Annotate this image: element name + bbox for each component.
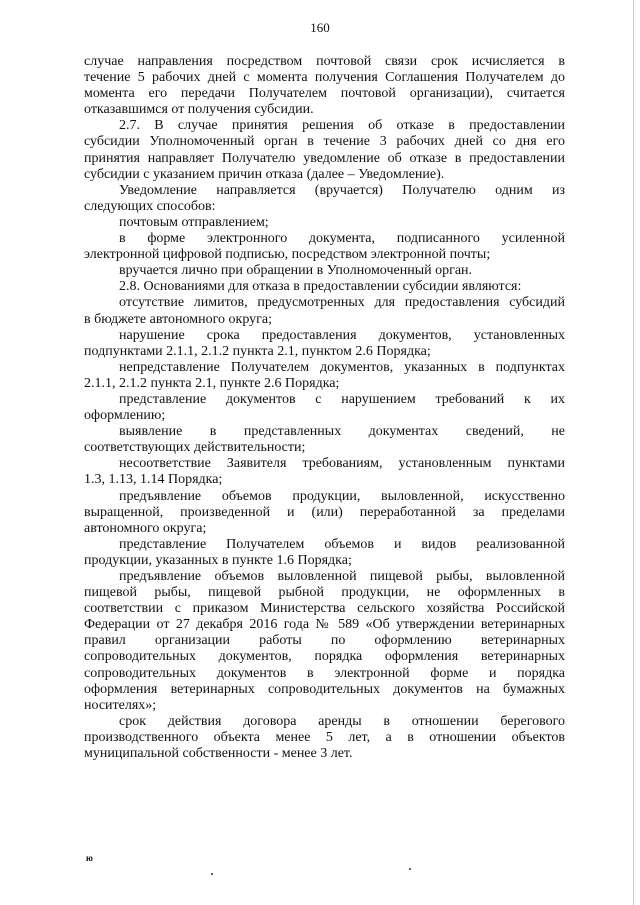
scan-mark: ю [86, 853, 93, 863]
page-number: 160 [310, 20, 330, 35]
text-line: случае направления посредством почтовой связи срок исчисляется в [84, 54, 565, 69]
text-line: следующих способов: [84, 198, 216, 214]
text-line: нарушение срока предоставления документов, установленных [119, 327, 565, 343]
text-line: оформления ветеринарных сопроводительных документов на бумажных [84, 681, 565, 697]
text-line: 1.3, 1.13, 1.14 Порядка; [84, 472, 223, 488]
text-line: принятия направляет Получателю уведомление об отказе в предоставлении [84, 150, 565, 166]
text-line: субсидии Уполномоченный орган в течение 3 рабочих дней со дня его [84, 134, 565, 150]
text-line: оформлению; [84, 408, 166, 424]
text-line: сопроводительных документов, порядка оформления ветеринарных [84, 649, 565, 665]
text-line: несоответствие Заявителя требованиям, установленным пунктами [119, 456, 565, 472]
text-line: 2.7. В случае принятия решения об отказе в предоставлении [119, 118, 565, 134]
text-line: пищевой рыбы, пищевой рыбной продукции, не оформленных в [84, 585, 565, 601]
text-line: соответствии с приказом Министерства сельского хозяйства Российской [84, 601, 565, 617]
text-line: предъявление объемов продукции, выловленной, искусственно [119, 488, 565, 504]
text-line: подпунктами 2.1.1, 2.1.2 пункта 2.1, пунктом 2.6 Порядка; [84, 343, 431, 359]
text-line: носителях»; [84, 697, 157, 713]
text-line: автономного округа; [84, 520, 207, 536]
text-line: выращенной, произведенной и (или) переработанной за пределами [84, 504, 565, 520]
text-line: представление документов с нарушением требований к их [119, 391, 565, 407]
text-line: отказавшимся от получения субсидии. [84, 102, 314, 118]
text-line: в форме электронного документа, подписанного усиленной [119, 231, 565, 247]
text-line: срок действия договора аренды в отношении берегового [119, 713, 565, 729]
text-line: предъявление объемов выловленной пищевой рыбы, выловленной [119, 569, 565, 584]
text-line: сопроводительных документов в электронной форме и порядка [84, 665, 565, 681]
text-line: Федерации от 27 декабря 2016 года № 589 «Об утверждении ветеринарных [84, 617, 565, 633]
text-line: в бюджете автономного округа; [84, 311, 272, 327]
text-line: 2.8. Основаниями для отказа в предоставлении субсидии являются: [119, 279, 522, 295]
text-line: Уведомление направляется (вручается) Получателю одним из [119, 182, 565, 198]
text-line: продукции, указанных в пункте 1.6 Порядка; [84, 552, 352, 568]
text-line: отсутствие лимитов, предусмотренных для предоставления субсидий [119, 295, 565, 311]
text-line: соответствующих действительности; [84, 440, 306, 456]
scan-speck [211, 873, 213, 875]
text-line: производственного объекта менее 5 лет, а в отношении объектов [84, 729, 565, 745]
text-line: субсидии с указанием причин отказа (далее – Уведомление). [84, 166, 445, 182]
text-line: непредставление Получателем документов, указанных в подпунктах [119, 359, 565, 375]
text-line: правил организации работы по оформлению ветеринарных [84, 633, 565, 649]
document-body [84, 54, 565, 762]
text-line: 2.1.1, 2.1.2 пункта 2.1, пункте 2.6 Порядка; [84, 375, 340, 391]
text-line: муниципальной собственности - менее 3 лет. [84, 746, 353, 762]
scan-edge [633, 0, 634, 905]
text-line: почтовым отправлением; [119, 214, 269, 230]
text-line: электронной цифровой подписью, посредством электронной почты; [84, 247, 491, 263]
scan-speck [409, 868, 411, 870]
text-line: вручается лично при обращении в Уполномоченный орган. [119, 263, 473, 279]
text-line: течение 5 рабочих дней с момента получения Соглашения Получателем до [84, 70, 565, 86]
text-line: выявление в представленных документах сведений, не [119, 424, 565, 440]
text-line: представление Получателем объемов и видов реализованной [119, 536, 565, 552]
text-line: момента его передачи Получателем почтовой организации), считается [84, 86, 565, 102]
